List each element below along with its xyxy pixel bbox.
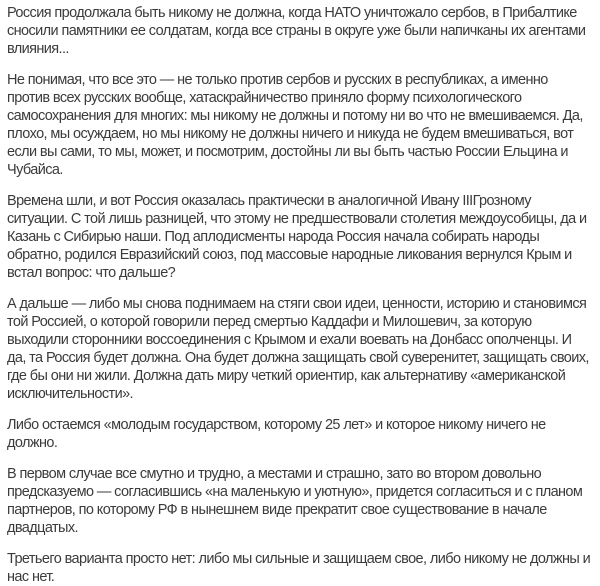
paragraph: В первом случае все смутно и трудно, а местами и страшно, зато во втором довольно предсказуемо — согласившись «на маленькую и уютную», придется согласиться и с планом партнеров, по которому РФ в нынешнем виде прекратит свое существование в начале двадцатых. <box>7 466 583 536</box>
paragraph: А дальше — либо мы снова поднимаем на стяги свои идеи, ценности, историю и становимся той Россией, о которой говорили перед смертью Каддафи и Милошевич, за которую выходили сторонники воссоединения с Крымом и ехали воевать на Донбасс ополченцы. И да, та Россия будет должна. Она будет должна защищать свой суверенитет, защищать своих, где бы они ни жили. Должна дать миру четкий ориентир, как альтернативу «американской исключительности». <box>7 296 589 402</box>
paragraph: Времена шли, и вот Россия оказалась практически в аналогичной Ивану IIIГрозному ситуации. С той лишь разницей, что этому не предшествовали столетия междоусобицы, да и Казань с Сибирью наши. Под аплодисменты народа Россия начала собирать народы обратно, родился Евразийский союз, под массовые народные ликования вернулся Крым и встал вопрос: что дальше? <box>7 193 587 281</box>
paragraph: Третьего варианта просто нет: либо мы сильные и защищаем свое, либо никому не должны и нас нет. <box>7 551 591 585</box>
paragraph: Россия продолжала быть никому не должна, когда НАТО уничтожало сербов, в Прибалтике сносили памятники ее солдатам, когда все страны в округе уже были напичканы их агентами влияния... <box>7 5 586 57</box>
paragraph: Либо остаемся «молодым государством, которому 25 лет» и которое никому ничего не должно. <box>7 417 546 451</box>
paragraph: Не понимая, что все это — не только против сербов и русских в республиках, а именно против всех русских вообще, хатаскрайничество приняло форму психологического самосохранения для многих: мы никому не должны и потому ни во что не вмешиваемся. Да, плохо, мы осуждаем, но мы никому не должны ничего и никуда не будем вмешиваться, вот если вы сами, то мы, может, и посмотрим, достойны ли вы быть частью России Ельцина и Чубайса. <box>7 72 583 178</box>
